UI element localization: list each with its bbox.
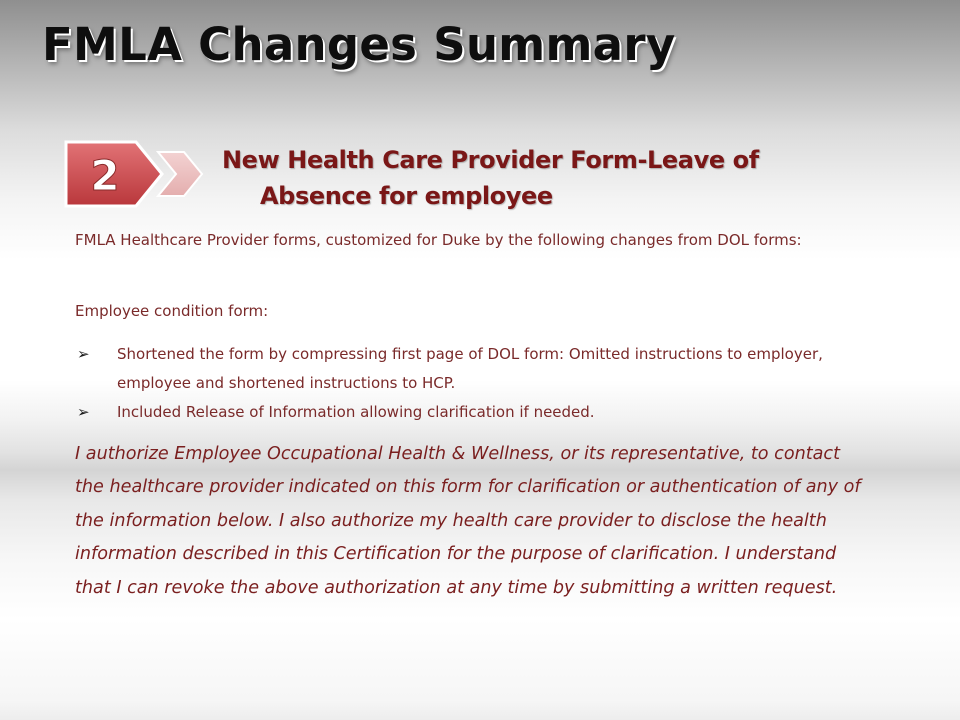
chevron-arrow-icon [158, 152, 202, 196]
bullet-list [75, 340, 865, 427]
arrow-right-icon: ➢ [77, 345, 90, 363]
authorization-statement: I authorize Employee Occupational Health & Wellness, or its representative, to contact the healthcare provider indicated on this form for clarification or authentication of any of the information below. I also authorize my health care provider to disclose the health information described in this Certification for the purpose of clarification. I understand that I can revoke the above authorization at any time by submitting a written request. [75, 444, 861, 598]
bullet-text: Included Release of Information allowing clarification if needed. [117, 403, 595, 421]
step-number: 2 [90, 151, 120, 200]
step-badge [62, 138, 212, 210]
list-item [75, 398, 865, 427]
intro-paragraph: FMLA Healthcare Provider forms, customized for Duke by the following changes from DOL forms: [75, 231, 802, 249]
list-item [75, 340, 865, 398]
condition-label: Employee condition form: [75, 302, 269, 320]
section-heading [222, 142, 822, 214]
slide-title: FMLA Changes Summary [42, 18, 676, 71]
heading-line-1: New Health Care Provider Form-Leave of [222, 146, 759, 174]
arrow-right-icon: ➢ [77, 403, 90, 421]
bullet-text: Shortened the form by compressing first page of DOL form: Omitted instructions to employer, employee and shortened instructions to HCP. [117, 345, 823, 392]
heading-line-2: Absence for employee [260, 182, 553, 210]
